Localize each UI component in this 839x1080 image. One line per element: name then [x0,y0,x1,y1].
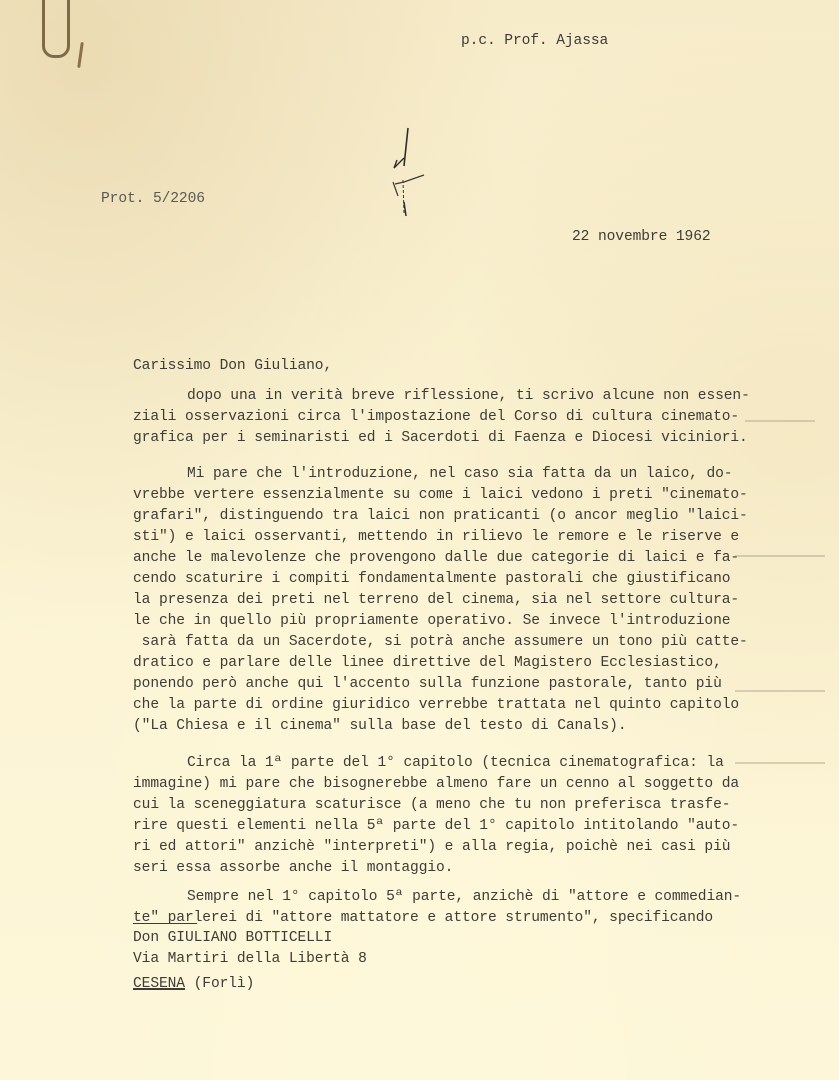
body-line: ri ed attori" anzichè "interpreti") e alla regia, poichè nei casi più [133,839,731,855]
recipient-rule [133,923,197,924]
handwritten-check-mark-icon [380,122,440,222]
recipient-province: (Forlì) [193,976,255,992]
body-line: seri essa assorbe anche il montaggio. [133,860,454,876]
protocol-number: Prot. 5/2206 [101,191,205,207]
body-line: anche le malevolenze che provengono dalle due categorie di laici e fa- [133,550,740,566]
scan-smudge [735,762,825,764]
body-line: ziali osservazioni circa l'impostazione del Corso di cultura cinemato- [133,409,740,425]
body-line: grafari", distinguendo tra laici non praticanti (o ancor meglio "laici- [133,508,748,524]
body-line: Circa la 1ª parte del 1° capitolo (tecnica cinematografica: la [187,755,724,771]
body-line: sarà fatta da un Sacerdote, si potrà anche assumere un tono più catte- [133,634,748,650]
body-line: dopo una in verità breve riflessione, ti scrivo alcune non essen- [187,388,750,404]
recipient-city-line [133,976,254,993]
recipient-name: Don GIULIANO BOTTICELLI [133,930,333,946]
body-line: dratico e parlare delle linee direttive del Magistero Ecclesiastico, [133,655,722,671]
body-line: che la parte di ordine giuridico verrebbe trattata nel quinto capitolo [133,697,740,713]
recipient-street: Via Martiri della Libertà 8 [133,951,367,967]
body-line: cui la sceneggiatura scaturisce (a meno che tu non preferisca trasfe- [133,797,731,813]
body-line: Mi pare che l'introduzione, nel caso sia fatta da un laico, do- [187,466,733,482]
cc-line: p.c. Prof. Ajassa [461,33,609,49]
body-line: immagine) mi pare che bisognerebbe almeno fare un cenno al soggetto da [133,776,740,792]
letter-date: 22 novembre 1962 [572,229,711,245]
scan-smudge [745,420,815,422]
body-line: la presenza dei preti nel terreno del cinema, sia nel settore cultura- [133,592,740,608]
scan-smudge [735,690,825,692]
body-line: sti") e laici osservanti, mettendo in rilievo le remore e le riserve e [133,529,740,545]
body-line: le che in quello più propriamente operativo. Se invece l'introduzione [133,613,731,629]
body-line: grafica per i seminaristi ed i Sacerdoti di Faenza e Diocesi viciniori. [133,430,748,446]
body-line: te" parlerei di "attore mattatore e attore strumento", specificando [133,910,714,926]
body-line: vrebbe vertere essenzialmente su come i laici vedono i preti "cinemato- [133,487,748,503]
body-line: rire questi elementi nella 5ª parte del 1° capitolo intitolando "auto- [133,818,740,834]
body-line: Sempre nel 1° capitolo 5ª parte, anzichè di "attore e commedian- [187,889,742,905]
recipient-city: CESENA [133,976,185,992]
salutation: Carissimo Don Giuliano, [133,358,333,374]
body-line: ("La Chiesa e il cinema" sulla base del testo di Canals). [133,718,627,734]
paperclip-mark-icon [42,0,70,58]
scan-smudge [735,555,825,557]
paperclip-mark-tail [77,42,84,68]
body-line: cendo scaturire i compiti fondamentalmente pastorali che giustificano [133,571,731,587]
body-line: ponendo però anche qui l'accento sulla funzione pastorale, tanto più [133,676,722,692]
